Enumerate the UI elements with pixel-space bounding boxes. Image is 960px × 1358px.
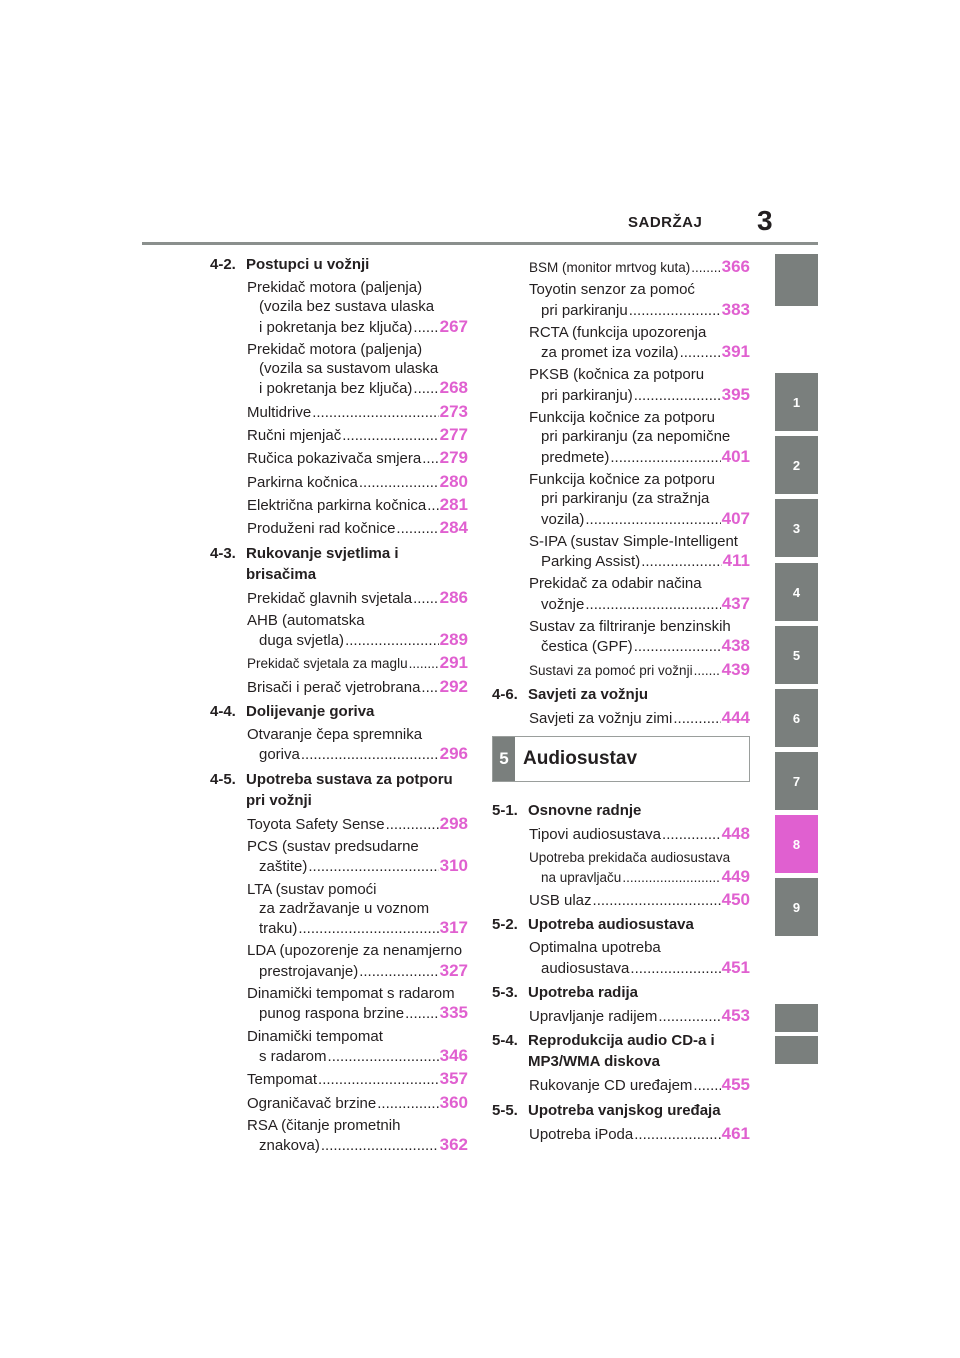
toc-entry-text: goriva bbox=[259, 746, 300, 764]
page-ref[interactable]: 298 bbox=[439, 813, 468, 833]
toc-entry[interactable] bbox=[492, 257, 750, 277]
toc-entry-last-line bbox=[529, 1124, 750, 1144]
toc-entry-text: predmete) bbox=[541, 448, 610, 466]
toc-entry-text: Prekidač motora (paljenja) bbox=[247, 340, 423, 358]
toc-entry-text: punog raspona brzine bbox=[259, 1005, 405, 1023]
toc-entry-last-line bbox=[247, 1003, 468, 1023]
page-ref[interactable]: 395 bbox=[721, 384, 750, 404]
toc-entry[interactable] bbox=[210, 814, 468, 834]
page-ref[interactable]: 383 bbox=[721, 299, 750, 319]
section-heading bbox=[210, 254, 468, 275]
section-title: Rukovanje svjetlima i brisačima bbox=[246, 544, 399, 583]
toc-entry[interactable] bbox=[210, 725, 468, 765]
toc-entry-last-line bbox=[247, 518, 468, 538]
section-heading bbox=[492, 684, 750, 705]
section-number: 5-1. bbox=[492, 802, 518, 820]
toc-entry-text: Rukovanje CD uređajem bbox=[529, 1077, 693, 1095]
toc-entry-text: Optimalna upotreba bbox=[529, 939, 661, 957]
toc-entry-last-line bbox=[529, 257, 750, 277]
page-ref[interactable]: 335 bbox=[439, 1003, 468, 1023]
toc-entry[interactable] bbox=[492, 890, 750, 910]
dot-leader bbox=[680, 343, 721, 362]
dot-leader bbox=[662, 825, 721, 844]
page-ref[interactable]: 268 bbox=[439, 378, 468, 398]
section-heading bbox=[492, 1030, 750, 1072]
chapter-box-number: 5 bbox=[493, 737, 515, 781]
toc-entry-last-line bbox=[529, 636, 750, 656]
toc-entry-last-line bbox=[529, 342, 750, 362]
toc-entry[interactable] bbox=[210, 837, 468, 877]
toc-entry-text: Upotreba prekidača audiosustava bbox=[529, 849, 731, 865]
section-heading bbox=[210, 769, 468, 811]
toc-entry-text: audiosustava bbox=[541, 959, 630, 977]
page-ref[interactable]: 273 bbox=[439, 401, 468, 421]
toc-entry-last-line bbox=[529, 300, 750, 320]
toc-entry[interactable] bbox=[210, 1093, 468, 1113]
section-number: 5-3. bbox=[492, 984, 518, 1002]
toc-entry-last-line bbox=[247, 744, 468, 764]
dot-leader bbox=[321, 1136, 439, 1155]
section-heading bbox=[492, 914, 750, 935]
toc-entry-text: PKSB (kočnica za potporu bbox=[529, 366, 705, 384]
page-ref[interactable]: 280 bbox=[439, 471, 468, 491]
toc-column-left bbox=[210, 254, 468, 1155]
toc-entry-last-line bbox=[247, 961, 468, 981]
page-ref[interactable]: 453 bbox=[721, 1006, 750, 1026]
toc-entry-text: pri parkiranju (za nepomične bbox=[541, 428, 731, 446]
section-title: Savjeti za vožnju bbox=[528, 685, 649, 703]
page-ref[interactable]: 448 bbox=[721, 824, 750, 844]
toc-entry-text: i pokretanja bez ključa) bbox=[259, 318, 413, 336]
toc-entry-last-line bbox=[529, 509, 750, 529]
chapter-tab-blank[interactable] bbox=[775, 1004, 818, 1032]
dot-leader bbox=[634, 637, 721, 656]
toc-entry[interactable] bbox=[492, 708, 750, 728]
dot-leader bbox=[409, 654, 439, 673]
section-number: 4-2. bbox=[210, 256, 236, 273]
toc-entry-text: Funkcija kočnice za potporu bbox=[529, 409, 715, 427]
toc-entry-text: RCTA (funkcija upozorenja bbox=[529, 323, 707, 341]
header-rule bbox=[142, 242, 818, 245]
toc-entry[interactable] bbox=[210, 984, 468, 1024]
toc-entry-text: na upravljaču bbox=[541, 869, 622, 885]
page-ref[interactable]: 439 bbox=[721, 659, 750, 679]
toc-entry-last-line bbox=[529, 1075, 750, 1095]
toc-entry-last-line bbox=[247, 402, 468, 422]
toc-entry[interactable] bbox=[492, 532, 750, 572]
toc-entry-text: Prekidač motora (paljenja) bbox=[247, 279, 423, 296]
page-ref[interactable]: 346 bbox=[439, 1045, 468, 1065]
dot-leader bbox=[693, 1076, 720, 1095]
dot-leader bbox=[641, 552, 721, 571]
dot-leader bbox=[630, 959, 720, 978]
page-ref[interactable]: 366 bbox=[721, 257, 750, 276]
toc-entry-text: pri parkiranju) bbox=[541, 386, 633, 404]
toc-entry-last-line bbox=[247, 588, 468, 608]
toc-entry-text: Ograničavač brzine bbox=[247, 1094, 377, 1112]
toc-entry-last-line bbox=[529, 1006, 750, 1026]
section-heading bbox=[492, 800, 750, 821]
dot-leader bbox=[298, 919, 438, 938]
page-ref[interactable]: 296 bbox=[439, 744, 468, 764]
toc-entry-text: Produženi rad kočnice bbox=[247, 520, 396, 538]
toc-entry-text: Ručica pokazivača smjera bbox=[247, 450, 422, 468]
page-ref[interactable]: 289 bbox=[439, 630, 468, 650]
toc-entry[interactable] bbox=[210, 880, 468, 939]
page-ref[interactable]: 292 bbox=[439, 676, 468, 696]
section-heading bbox=[492, 982, 750, 1003]
toc-entry-text: i pokretanja bez ključa) bbox=[259, 380, 413, 398]
chapter-tab-blank[interactable] bbox=[775, 254, 818, 306]
section-title: Reprodukcija audio CD-a i MP3/WMA diskova bbox=[528, 1032, 715, 1071]
toc-entry-text: Funkcija kočnice za potporu bbox=[529, 470, 715, 488]
page-ref[interactable]: 449 bbox=[721, 866, 750, 886]
toc-entry-last-line bbox=[529, 958, 750, 978]
toc-entry-text: vozila) bbox=[541, 510, 585, 528]
toc-entry-text: Dinamički tempomat s radarom bbox=[247, 985, 455, 1003]
chapter-tab-9[interactable]: 9 bbox=[775, 878, 818, 936]
toc-entry[interactable] bbox=[210, 495, 468, 515]
page-ref[interactable]: 360 bbox=[439, 1092, 468, 1112]
toc-entry-last-line bbox=[247, 653, 468, 673]
page-number: 3 bbox=[757, 205, 773, 236]
toc-entry-text: za promet iza vozila) bbox=[541, 344, 679, 362]
toc-entry-text: s radarom bbox=[259, 1047, 327, 1065]
section-title: Upotreba audiosustava bbox=[528, 916, 694, 934]
page-ref[interactable]: 437 bbox=[721, 593, 750, 613]
section-number: 4-3. bbox=[210, 544, 236, 562]
section-title: Upotreba vanjskog uređaja bbox=[528, 1101, 721, 1119]
section-title: Upotreba sustava za potporu pri vožnji bbox=[246, 770, 453, 809]
toc-entry[interactable] bbox=[210, 340, 468, 399]
toc-entry-text: Multidrive bbox=[247, 403, 312, 421]
toc-entry-last-line bbox=[247, 317, 468, 337]
dot-leader bbox=[634, 386, 721, 405]
toc-entry-last-line bbox=[247, 472, 468, 492]
toc-entry[interactable] bbox=[210, 402, 468, 422]
section-title: Upotreba radija bbox=[528, 984, 639, 1002]
dot-leader bbox=[377, 1094, 438, 1113]
dot-leader bbox=[422, 449, 438, 468]
toc-entry-last-line bbox=[247, 448, 468, 468]
toc-entry-text: Toyotin senzor za pomoć bbox=[529, 281, 695, 299]
toc-entry-last-line bbox=[247, 918, 468, 938]
toc-column-right bbox=[492, 254, 750, 1144]
toc-entry[interactable] bbox=[492, 938, 750, 978]
dot-leader bbox=[308, 857, 438, 876]
page-ref[interactable]: 277 bbox=[439, 425, 468, 445]
section-number: 4-4. bbox=[210, 703, 236, 721]
dot-leader bbox=[396, 519, 438, 538]
toc-entry[interactable] bbox=[492, 280, 750, 320]
toc-entry-last-line bbox=[529, 660, 750, 680]
chapter-tab-2[interactable]: 2 bbox=[775, 436, 818, 494]
toc-entry-text: Tempomat bbox=[247, 1071, 318, 1089]
toc-entry-text: duga svjetla) bbox=[259, 632, 345, 650]
toc-entry-text: USB ulaz bbox=[529, 892, 592, 910]
section-title: Osnovne radnje bbox=[528, 802, 642, 820]
dot-leader bbox=[593, 891, 721, 910]
dot-leader bbox=[405, 1004, 439, 1023]
toc-entry-text: Prekidač za odabir načina bbox=[529, 575, 702, 593]
section-number: 5-5. bbox=[492, 1101, 518, 1119]
dot-leader bbox=[328, 1047, 439, 1066]
toc-entry-text: Ručni mjenjač bbox=[247, 427, 342, 445]
page-ref[interactable]: 357 bbox=[439, 1069, 468, 1089]
toc-entry-last-line bbox=[529, 551, 750, 571]
toc-entry[interactable] bbox=[210, 1069, 468, 1089]
toc-entry-text: pri parkiranju (za stražnja bbox=[541, 490, 710, 508]
toc-entry-last-line bbox=[529, 708, 750, 728]
toc-entry-text: Sustavi za pomoć pri vožnji bbox=[529, 662, 693, 678]
dot-leader bbox=[585, 595, 720, 614]
chapter-box bbox=[492, 736, 750, 782]
toc-entry-text: LTA (sustav pomoći bbox=[247, 880, 377, 898]
toc-entry-text: pri parkiranju bbox=[541, 301, 628, 319]
toc-entry[interactable] bbox=[492, 365, 750, 405]
toc-entry[interactable] bbox=[492, 660, 750, 680]
section-heading bbox=[210, 543, 468, 585]
toc-entry[interactable] bbox=[492, 323, 750, 363]
toc-entry[interactable] bbox=[492, 408, 750, 467]
header-title: SADRŽAJ bbox=[628, 214, 703, 231]
toc-entry-last-line bbox=[247, 856, 468, 876]
toc-entry-last-line bbox=[247, 1135, 468, 1155]
toc-entry-text: čestica (GPF) bbox=[541, 638, 633, 656]
toc-entry-text: vožnje bbox=[541, 595, 585, 613]
toc-entry-text: Parkirna kočnica bbox=[247, 473, 358, 491]
section-number: 5-2. bbox=[492, 916, 518, 934]
page-ref[interactable]: 317 bbox=[439, 918, 468, 938]
toc-entry-last-line bbox=[247, 1093, 468, 1113]
toc-entry[interactable] bbox=[210, 611, 468, 651]
page-ref[interactable]: 461 bbox=[721, 1123, 750, 1143]
toc-entry-text: Sustav za filtriranje benzinskih bbox=[529, 618, 731, 636]
toc-entry-text: (vozila bez sustava ulaska bbox=[259, 298, 435, 316]
dot-leader bbox=[629, 301, 721, 320]
toc-entry[interactable] bbox=[492, 617, 750, 657]
toc-entry-text: Dinamički tempomat bbox=[247, 1027, 383, 1045]
dot-leader bbox=[634, 1125, 720, 1144]
toc-entry[interactable] bbox=[210, 448, 468, 468]
toc-entry-text: S-IPA (sustav Simple-Intelligent bbox=[529, 532, 738, 550]
section-number: 5-4. bbox=[492, 1032, 518, 1050]
page-ref[interactable]: 444 bbox=[721, 707, 750, 727]
dot-leader bbox=[691, 258, 720, 277]
toc-entry[interactable] bbox=[210, 472, 468, 492]
page-ref[interactable]: 362 bbox=[439, 1135, 468, 1155]
toc-entry[interactable] bbox=[492, 848, 750, 888]
toc-entry-last-line bbox=[529, 890, 750, 910]
page-ref[interactable]: 327 bbox=[439, 960, 468, 980]
toc-entry[interactable] bbox=[492, 824, 750, 844]
chapter-tab-7[interactable]: 7 bbox=[775, 752, 818, 810]
toc-entry-text: znakova) bbox=[259, 1137, 320, 1155]
dot-leader bbox=[386, 815, 439, 834]
toc-entry-last-line bbox=[247, 425, 468, 445]
section-heading bbox=[492, 1100, 750, 1121]
page-ref[interactable]: 279 bbox=[439, 448, 468, 468]
page-ref[interactable]: 411 bbox=[722, 551, 750, 571]
page-ref[interactable]: 291 bbox=[439, 653, 468, 673]
page-ref[interactable]: 281 bbox=[439, 494, 468, 514]
toc-entry-text: (vozila sa sustavom ulaska bbox=[259, 360, 439, 378]
page-ref[interactable]: 451 bbox=[721, 957, 750, 977]
page-ref[interactable]: 284 bbox=[439, 518, 468, 538]
toc-entry-text: BSM (monitor mrtvog kuta) bbox=[529, 260, 691, 275]
toc-entry[interactable] bbox=[210, 1027, 468, 1067]
page-ref[interactable]: 401 bbox=[721, 446, 750, 466]
toc-entry-last-line bbox=[247, 677, 468, 697]
dot-leader bbox=[585, 510, 720, 529]
toc-entry-text: traku) bbox=[259, 920, 298, 938]
toc-entry[interactable] bbox=[210, 677, 468, 697]
toc-entry[interactable] bbox=[210, 518, 468, 538]
dot-leader bbox=[413, 589, 439, 608]
page-ref[interactable]: 407 bbox=[721, 508, 750, 528]
toc-entry-last-line bbox=[247, 378, 468, 398]
toc-entry-last-line bbox=[529, 447, 750, 467]
dot-leader bbox=[342, 426, 438, 445]
toc-entry-last-line bbox=[247, 630, 468, 650]
toc-entry-text: LDA (upozorenje za nenamjerno bbox=[247, 942, 463, 960]
toc-entry-text: Otvaranje čepa spremnika bbox=[247, 726, 423, 744]
toc-entry[interactable] bbox=[492, 1124, 750, 1144]
section-title: Dolijevanje goriva bbox=[246, 703, 375, 721]
toc-entry-last-line bbox=[247, 1046, 468, 1066]
dot-leader bbox=[658, 1007, 720, 1026]
toc-entry-last-line bbox=[529, 594, 750, 614]
dot-leader bbox=[359, 473, 439, 492]
toc-entry[interactable] bbox=[210, 1116, 468, 1156]
chapter-tab-blank[interactable] bbox=[775, 1036, 818, 1064]
toc-entry-text: Parking Assist) bbox=[541, 553, 641, 571]
toc-entry[interactable] bbox=[210, 588, 468, 608]
toc-entry-text: Savjeti za vožnju zimi bbox=[529, 709, 673, 727]
toc-entry[interactable] bbox=[210, 278, 468, 337]
toc-entry-text: PCS (sustav predsudarne bbox=[247, 837, 419, 855]
dot-leader bbox=[427, 496, 438, 515]
section-number: 4-5. bbox=[210, 770, 236, 788]
toc-entry-text: Prekidač svjetala za maglu bbox=[247, 656, 408, 672]
dot-leader bbox=[312, 403, 438, 422]
dot-leader bbox=[673, 709, 720, 728]
toc-entry-text: RSA (čitanje prometnih bbox=[247, 1116, 401, 1134]
chapter-tab-8[interactable]: 8 bbox=[775, 815, 818, 873]
toc-entry-text: Toyota Safety Sense bbox=[247, 815, 385, 833]
section-title: Postupci u vožnji bbox=[246, 256, 370, 273]
toc-entry-text: prestrojavanje) bbox=[259, 962, 359, 980]
chapter-tab-6[interactable]: 6 bbox=[775, 689, 818, 747]
dot-leader bbox=[610, 448, 720, 467]
toc-entry[interactable] bbox=[492, 1006, 750, 1026]
page-ref[interactable]: 267 bbox=[439, 316, 468, 336]
chapter-tab-1[interactable]: 1 bbox=[775, 373, 818, 431]
section-number: 4-6. bbox=[492, 685, 518, 703]
toc-entry-last-line bbox=[247, 814, 468, 834]
toc-entry[interactable] bbox=[492, 574, 750, 614]
toc-entry-text: Električna parkirna kočnica bbox=[247, 496, 427, 514]
dot-leader bbox=[318, 1070, 439, 1089]
toc-entry-text: za zadržavanje u voznom bbox=[259, 899, 430, 917]
toc-entry-text: Brisači i perač vjetrobrana bbox=[247, 678, 421, 696]
dot-leader bbox=[694, 661, 721, 680]
toc-entry-text: Tipovi audiosustava bbox=[529, 826, 662, 844]
chapter-tab-4[interactable]: 4 bbox=[775, 563, 818, 621]
chapter-tab-5[interactable]: 5 bbox=[775, 626, 818, 684]
toc-entry[interactable] bbox=[210, 941, 468, 981]
toc-entry[interactable] bbox=[210, 425, 468, 445]
toc-entry-text: Prekidač glavnih svjetala bbox=[247, 589, 413, 607]
dot-leader bbox=[413, 379, 438, 398]
page-ref[interactable]: 438 bbox=[721, 636, 750, 656]
toc-entry-text: AHB (automatska bbox=[247, 611, 365, 629]
chapter-tab-3[interactable]: 3 bbox=[775, 499, 818, 557]
toc-entry[interactable] bbox=[492, 1075, 750, 1095]
dot-leader bbox=[301, 745, 439, 764]
page-ref[interactable]: 450 bbox=[721, 890, 750, 910]
dot-leader bbox=[345, 631, 439, 650]
toc-entry-last-line bbox=[247, 495, 468, 515]
section-heading bbox=[210, 701, 468, 722]
toc-entry-text: zaštite) bbox=[259, 858, 308, 876]
toc-entry[interactable] bbox=[210, 653, 468, 673]
toc-entry-last-line bbox=[247, 1069, 468, 1089]
dot-leader bbox=[413, 318, 438, 337]
dot-leader bbox=[622, 868, 720, 887]
toc-entry-last-line bbox=[529, 385, 750, 405]
toc-entry[interactable] bbox=[492, 470, 750, 529]
dot-leader bbox=[421, 678, 438, 697]
toc-entry-last-line bbox=[529, 824, 750, 844]
toc-entry-text: Upravljanje radijem bbox=[529, 1008, 658, 1026]
page-ref[interactable]: 310 bbox=[439, 856, 468, 876]
page-ref[interactable]: 286 bbox=[439, 587, 468, 607]
chapter-box-title: Audiosustav bbox=[523, 748, 638, 770]
page-ref[interactable]: 455 bbox=[721, 1075, 750, 1095]
toc-entry-last-line bbox=[529, 867, 750, 887]
dot-leader bbox=[359, 962, 438, 981]
page-ref[interactable]: 391 bbox=[721, 342, 750, 362]
toc-entry-text: Upotreba iPoda bbox=[529, 1125, 634, 1143]
